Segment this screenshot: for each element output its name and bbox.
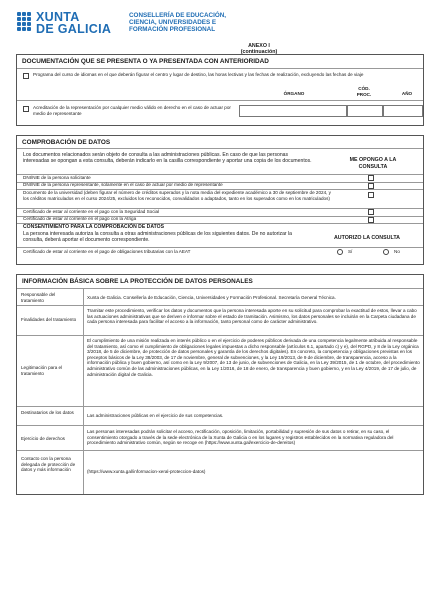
doc-item1-text: Programa del curso de idiomas en el que deberán figurar el centro y lugar de destino, las horas lectivas y las fechas de realización, excluyendo las fechas de viaje bbox=[33, 72, 364, 77]
privacy-label: Legitimación para el tratamiento bbox=[21, 365, 63, 376]
privacy-label: Contacto con la persona delegada de protección de datos y más información bbox=[21, 456, 76, 473]
section-title: DOCUMENTACIÓN QUE SE PRESENTA O YA PRESENTADA CON ANTERIORIDAD bbox=[22, 58, 269, 65]
check-row: DNI/NIE de la persona representante, solamente en el caso de actuar por medio de representante bbox=[23, 182, 223, 187]
col-ano: AÑO bbox=[401, 91, 413, 96]
logo-text: XUNTA DE GALICIA bbox=[36, 10, 112, 36]
aeat-row: Certificado de estar al corriente en el pago de obligaciones tributarias con la AEAT bbox=[23, 249, 191, 254]
privacy-link[interactable]: (https://www.xunta.gal/informacion-xeral-proteccion-datos) bbox=[87, 469, 206, 474]
privacy-label: Responsable del tratamiento bbox=[21, 292, 56, 303]
consent-title: CONSENTIMIENTO PARA LA COMPROBACIÓN DE DATOS bbox=[23, 224, 165, 230]
privacy-text: Tramitar este procedimiento, verificar los datos y documentos que la persona interesada aporte en su solicitud para comprobar la exactitud de estos, llevar a cabo las actuaciones administrativas que se deriven e informar sobre el estado de tramitación. Asimismo, los datos personales se incluirán en la Carpeta ciudadana de cada persona interesada para facilitar el acceso a la información, tanto personal como de carácter administrativo. bbox=[87, 308, 417, 325]
check-row: Certificado de estar al corriente en el pago con la Atriga bbox=[23, 216, 137, 221]
section-title: INFORMACIÓN BÁSICA SOBRE LA PROTECCIÓN DE DATOS PERSONALES bbox=[22, 278, 253, 285]
col-organo: ÓRGANO bbox=[283, 91, 305, 96]
ano-field[interactable] bbox=[383, 105, 423, 117]
privacy-label: Ejercicio de derechos bbox=[21, 436, 65, 441]
no-radio[interactable] bbox=[383, 249, 389, 255]
oppose-header: ME OPONGO A LA CONSULTA bbox=[349, 157, 397, 170]
yes-label: Sí bbox=[348, 249, 353, 254]
doc-item2-text: Acreditación de la representación por cualquier medio válido en derecho en el caso de actuar por medio de representante bbox=[33, 105, 231, 116]
no-label: No bbox=[394, 249, 400, 254]
oppose-checkbox[interactable] bbox=[368, 209, 374, 215]
check-row: DNI/NIE de la persona solicitante bbox=[23, 175, 91, 180]
organo-field[interactable] bbox=[239, 105, 347, 117]
privacy-text: El cumplimiento de una misión realizada en interés público o en el ejercicio de poderes públicos derivada de una competencia legalmente atribuida al responsable del tratamiento, así como el cumplimiento de obligaciones legales impuestas a dicho responsable (artículos 6.1, apartado c) y e), del RGPD, y 8 de la Ley orgánica 3/2018, de 5 de diciembre, de protección de datos personales y garantía de los derechos digitales). En concreto, la competencia y obligaciones previstas en los preceptos básicos de la Ley 38/2003, de 17 de noviembre, general de subvenciones, y la Ley 19/2013, de 9 de diciembre, de transparencia, acceso a la información pública y buen gobierno, así como en la Ley 9/2007, de 13 de junio, de subvenciones de Galicia, en la Ley 39/2015, de 1 de octubre, del procedimiento administrativo común de las administraciones públicas, en la Ley 1/2016, de 18 de enero, de transparencia y buen gobierno, y en la Ley 4/2019, de 17 de julio, de administración digital de Galicia. bbox=[87, 338, 420, 377]
annex-label: ANEXO I (continuación) bbox=[240, 43, 278, 55]
doc-item2-checkbox[interactable] bbox=[23, 106, 29, 112]
cod-proc-field[interactable] bbox=[347, 105, 383, 117]
check-intro: Los documentos relacionados serán objeto de consulta a las administraciones públicas. En caso de que las personas interesadas se opongan a esta consulta, deberán indicarlo en la casilla correspondiente y aportar una copia de los documentos. bbox=[23, 152, 312, 165]
privacy-text: Las personas interesadas podrán solicitar el acceso, rectificación, oposición, limitación, portabilidad y supresión de sus datos o retirar, en su caso, el consentimiento otorgado a través de la sede electrónica de la Xunta de Galicia o en los lugares y registros establecidos en la normativa reguladora del procedimiento administrativo común, según se recoge en (https://www.xunta.gal/exercicio-de-dereitos) bbox=[87, 429, 394, 446]
privacy-text: Las administraciones públicas en el ejercicio de sus competencias. bbox=[87, 413, 224, 418]
privacy-label: Destinatarios de los datos bbox=[21, 410, 74, 415]
consent-text: La persona interesada autoriza la consulta a otras administraciones públicas de los siguientes datos. De no autorizar la consulta, deberá aportar el documento correspondiente. bbox=[23, 231, 292, 244]
privacy-text: Xunta de Galicia. Consellería de Educación, Ciencia, Universidades y Formación Profesional. Secretaría General Técnica. bbox=[87, 295, 336, 300]
yes-radio[interactable] bbox=[337, 249, 343, 255]
oppose-checkbox[interactable] bbox=[368, 183, 374, 189]
check-row: Certificado de estar al corriente en el pago con la Seguridad Social bbox=[23, 209, 160, 214]
check-row: Documento de la universidad (deben figurar el número de créditos superados y la nota media del expediente académico a 30 de septiembre de 2024, y los créditos matriculados en el curso 2024/25, excluidos los reconocidos, convalidados o adaptados, tanto en los superados como en los matriculados) bbox=[23, 190, 331, 201]
xunta-logo bbox=[16, 9, 116, 39]
data-check-section bbox=[16, 135, 424, 265]
col-cod-proc: CÓD. PROC. bbox=[356, 86, 372, 97]
doc-item1-checkbox[interactable] bbox=[23, 73, 29, 79]
section-title: COMPROBACIÓN DE DATOS bbox=[22, 139, 111, 146]
page-header bbox=[16, 9, 426, 55]
privacy-label: Finalidades del tratamiento bbox=[21, 317, 77, 322]
documentation-section bbox=[16, 54, 424, 126]
privacy-section bbox=[16, 274, 424, 495]
oppose-checkbox[interactable] bbox=[368, 192, 374, 198]
oppose-checkbox[interactable] bbox=[368, 175, 374, 181]
oppose-checkbox[interactable] bbox=[368, 217, 374, 223]
authorize-header: AUTORIZO LA CONSULTA bbox=[333, 235, 400, 241]
department-name: CONSELLERÍA DE EDUCACIÓN, CIENCIA, UNIVERSIDADES E FORMACIÓN PROFESIONAL bbox=[129, 12, 227, 33]
